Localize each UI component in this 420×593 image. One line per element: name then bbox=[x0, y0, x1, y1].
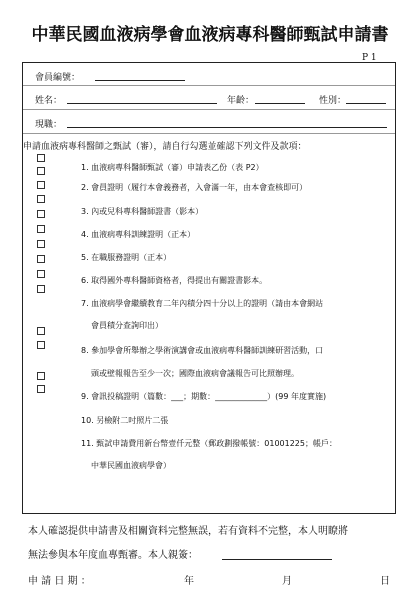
age-label: 年齡： bbox=[227, 96, 255, 106]
form-title: 中華民國血液病學會血液病專科醫師甄試申請書 bbox=[31, 25, 389, 45]
page-number: P 1 bbox=[362, 53, 377, 63]
list-item: 6. 取得國外專科醫師資格者，得提出有關證書影本。 bbox=[81, 276, 268, 285]
day-label: 日 bbox=[380, 576, 390, 587]
member-no-row bbox=[23, 63, 397, 85]
position-row bbox=[23, 110, 397, 132]
list-item: 7. 血液病學會繼續教育二年內積分四十分以上的證明（請由本會網站 bbox=[81, 299, 324, 308]
position-field[interactable] bbox=[67, 127, 387, 128]
checkbox[interactable] bbox=[37, 181, 45, 189]
list-item: 10. 另檢附二吋照片二張 bbox=[81, 416, 169, 425]
member-no-label: 會員編號： bbox=[35, 73, 81, 83]
checkbox[interactable] bbox=[37, 270, 45, 278]
list-item: 4. 血液病專科訓練證明（正本） bbox=[81, 230, 196, 239]
checkbox[interactable] bbox=[37, 285, 45, 293]
checkbox[interactable] bbox=[37, 240, 45, 248]
gender-field[interactable] bbox=[346, 103, 386, 104]
list-item: 2. 會員證明（履行本會義務者，入會滿一年，由本會查核即可） bbox=[81, 183, 308, 192]
gender-label: 性別： bbox=[319, 96, 347, 106]
checkbox[interactable] bbox=[37, 210, 45, 218]
list-item: 3. 內或兒科專科醫師證書（影本） bbox=[81, 207, 204, 216]
name-row bbox=[23, 86, 397, 108]
name-field[interactable] bbox=[67, 103, 217, 104]
checkbox[interactable] bbox=[37, 225, 45, 233]
list-item-continued: 頭或壁報報告至少一次；國際血液病會議報告可比照辦理。 bbox=[91, 369, 299, 378]
list-item: 9. 會訊投稿證明（篇數：___；期數：_____________）(99 年度實施) bbox=[81, 392, 327, 401]
instructions-text: 申請血液病專科醫師之甄試（審），請自行勾選並確認下列文件及款項： bbox=[23, 142, 307, 152]
list-item: 1. 血液病專科醫師甄試（審）申請表乙份（表 P2） bbox=[81, 163, 264, 172]
checkbox[interactable] bbox=[37, 195, 45, 203]
list-item-continued: 中華民國血液病學會） bbox=[91, 461, 171, 470]
application-form-box bbox=[22, 62, 396, 514]
list-item: 11. 甄試申請費用新台幣壹仟元整（郵政劃撥帳號：01001225；帳戶： bbox=[81, 439, 337, 448]
list-item-continued: 會員積分查詢印出） bbox=[91, 321, 163, 330]
month-label: 月 bbox=[282, 576, 292, 587]
list-item: 8. 參加學會所舉辦之學術演講會或血液病專科醫師訓練研習活動，口 bbox=[81, 346, 324, 355]
confirmation-signature-text: 無法參與本年度血專甄審。本人親簽： bbox=[28, 550, 198, 561]
checkbox[interactable] bbox=[37, 341, 45, 349]
list-item: 5. 在職服務證明（正本） bbox=[81, 253, 172, 262]
member-no-field[interactable] bbox=[95, 80, 185, 81]
signature-field[interactable] bbox=[222, 559, 332, 560]
checkbox[interactable] bbox=[37, 255, 45, 263]
confirmation-text: 本人確認提供申請書及相關資料完整無誤，若有資料不完整，本人明瞭將 bbox=[28, 526, 348, 537]
checkbox[interactable] bbox=[37, 372, 45, 380]
age-field[interactable] bbox=[255, 103, 305, 104]
position-label: 現職： bbox=[35, 120, 63, 130]
checkbox[interactable] bbox=[37, 154, 45, 162]
name-label: 姓名： bbox=[35, 96, 63, 106]
checkbox[interactable] bbox=[37, 167, 45, 175]
checkbox[interactable] bbox=[37, 327, 45, 335]
date-label: 申 請 日 期 ： bbox=[28, 576, 91, 587]
divider bbox=[23, 133, 395, 134]
year-label: 年 bbox=[184, 576, 194, 587]
checkbox[interactable] bbox=[37, 385, 45, 393]
